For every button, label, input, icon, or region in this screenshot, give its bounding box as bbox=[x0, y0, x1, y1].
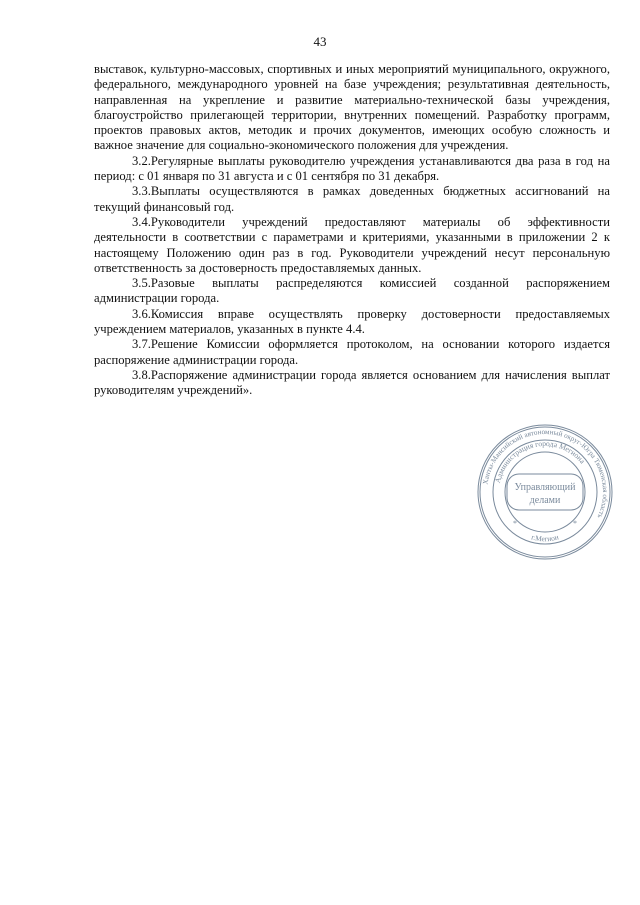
seal-center-line-1: Управляющий bbox=[514, 482, 576, 493]
paragraph-3-7: 3.7.Решение Комиссии оформляется протоколом, на основании которого издается распоряжение администрации города. bbox=[94, 337, 610, 367]
seal-bottom-text: г.Мегион bbox=[530, 532, 560, 544]
seal-inner-text: Администрация города Мегиона bbox=[492, 438, 588, 484]
page-number: 43 bbox=[313, 34, 327, 49]
official-seal bbox=[475, 422, 615, 562]
paragraph-3-8: 3.8.Распоряжение администрации города является основанием для начисления выплат руководителям учреждений». bbox=[94, 367, 610, 398]
seal-icon bbox=[475, 422, 615, 562]
document-body bbox=[94, 62, 610, 399]
paragraph-3-4: 3.4.Руководители учреждений предоставляют материалы об эффективности деятельности в соответствии с параметрами и критериями, указанными в приложении 2 к настоящему Положению один раз в год. Руководители учреждений несут персональную ответственность за достоверность предоставляемых данных. bbox=[94, 214, 610, 275]
paragraph-3-6: 3.6.Комиссия вправе осуществлять проверку достоверности предоставляемых учреждением материалов, указанных в пункте 4.4. bbox=[94, 306, 610, 337]
paragraph-3-2: 3.2.Регулярные выплаты руководителю учреждения устанавливаются два раза в год на период: с 01 января по 31 августа и с 01 сентября по 31 декабря. bbox=[94, 153, 610, 184]
seal-star-right-icon: * bbox=[573, 519, 577, 528]
seal-outer-text: Ханты-Мансийский автономный округ-Югра Тюменская область bbox=[481, 427, 610, 520]
paragraph-3-5: 3.5.Разовые выплаты распределяются комиссией созданной распоряжением администрации города. bbox=[94, 276, 610, 306]
seal-center-line-2: делами bbox=[529, 495, 561, 506]
seal-star-left-icon: * bbox=[513, 519, 517, 528]
paragraph-3-3: 3.3.Выплаты осуществляются в рамках доведенных бюджетных ассигнований на текущий финансовый год. bbox=[94, 184, 610, 214]
svg-text:г.Мегион bbox=[530, 532, 559, 543]
paragraph-continuation: выставок, культурно-массовых, спортивных и иных мероприятий муниципального, окружного, федерального, международного уровней на базе учреждения; результативная деятельность, направленная на укрепление и развитие материально-технической базы учреждения, благоустройство прилегающей территории, внутренних помещений. Разработку программ, проектов правовых актов, методик и прочих документов, имеющих особую сложность и важное значение для социально-экономического положения для учреждения. bbox=[94, 62, 610, 153]
